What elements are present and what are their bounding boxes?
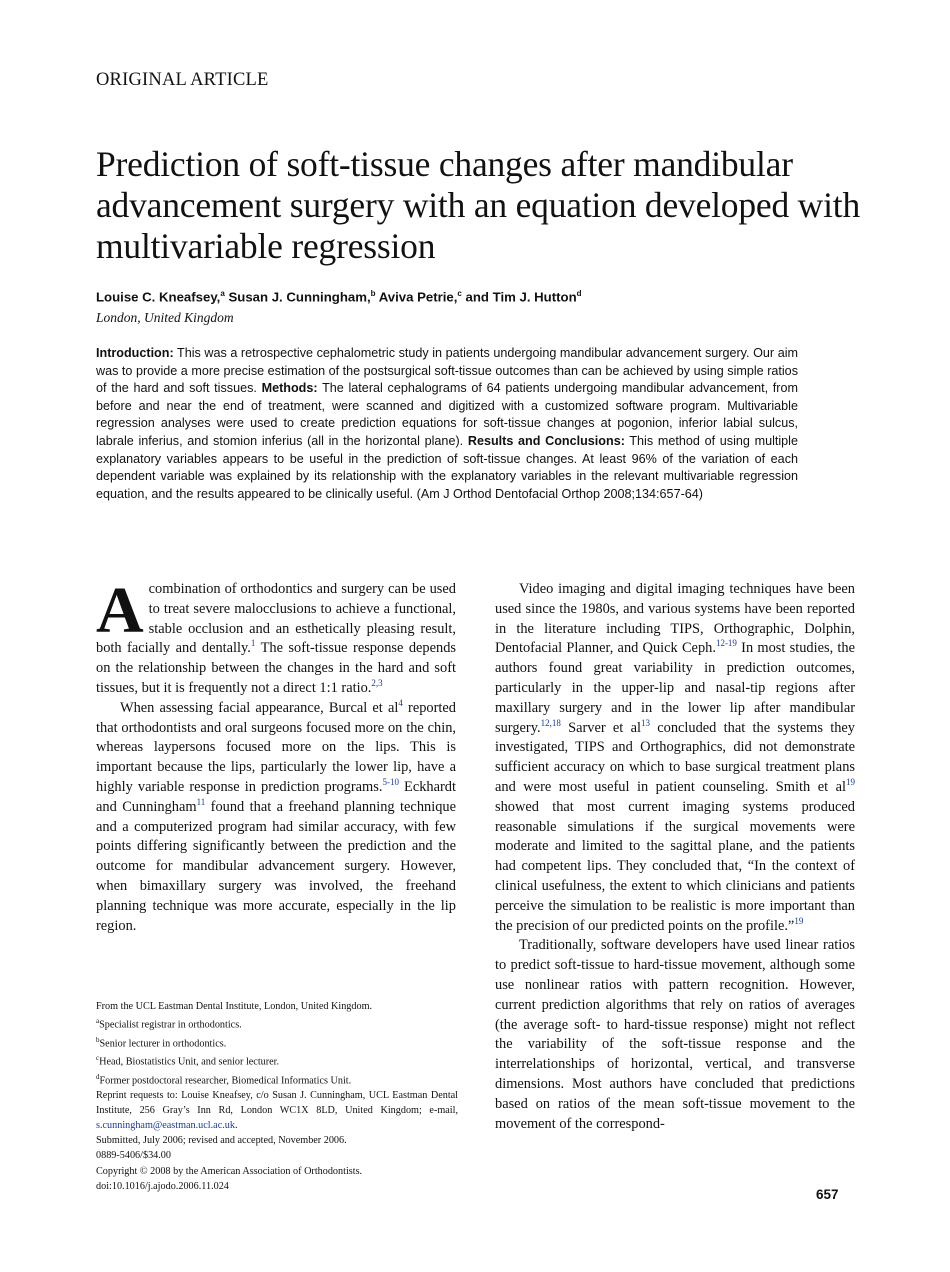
- citation-link[interactable]: 2,3: [371, 678, 383, 689]
- drop-cap: A: [96, 574, 144, 647]
- article-title: Prediction of soft-tissue changes after mandibular advancement surgery with an equation developed with multivariable regression: [96, 144, 860, 266]
- footnote-a: $^a$Specialist registrar in orthodontics.: [96, 1017, 242, 1031]
- citation-link[interactable]: 12-19: [715, 638, 737, 649]
- author-name: Aviva Petrie,: [378, 289, 458, 305]
- author-affiliation-mark: c: [457, 289, 462, 298]
- footnote-c: $^c$Head, Biostatistics Unit, and senior lecturer.: [96, 1054, 280, 1068]
- abstract-methods-label: Methods:: [261, 381, 318, 396]
- author-location: London, United Kingdom: [96, 310, 234, 325]
- footnote-reprint: Reprint requests to: Louise Kneafsey, c/o Susan J. Cunningham, UCL Eastman Dental Institute, 256 Gray’s Inn Rd, London WC1X 8LD, United Kingdom; e-mail, s.cunningham@eastman.ucl.ac.uk.: [96, 1090, 458, 1132]
- abstract-introduction-label: Introduction:: [96, 346, 174, 360]
- footnote-copyright: Copyright © 2008 by the American Association of Orthodontists.: [96, 1165, 363, 1177]
- section-label: ORIGINAL ARTICLE: [96, 70, 269, 90]
- citation-link[interactable]: 11: [196, 796, 206, 807]
- citation-link[interactable]: 19: [794, 915, 804, 926]
- body-paragraph: [96, 574, 456, 699]
- citation-link[interactable]: 1: [250, 638, 256, 649]
- author-name: Susan J. Cunningham,: [228, 289, 371, 305]
- page-number: 657: [816, 1187, 839, 1202]
- citation-link[interactable]: 19: [846, 777, 855, 788]
- author-list: Louise C. Kneafsey,$^a$ Susan J. Cunningham,$^b$ Aviva Petrie,$^c$ and Tim J. Hutton$^d$: [96, 289, 582, 305]
- body-column-right: [495, 580, 855, 1134]
- body-paragraph: Video imaging and digital imaging techniques have been used since the 1980s, and various systems have been reported in the literature including TIPS, Orthographic, Dolphin, Dentofacial Planner, and Quick Ceph.$^{12-19}$ In most studies, the authors found great variability in prediction outcomes, particularly in the upper-lip and nasal-tip regions after maxillary surgery and in the lower lip after mandibular surgery.$^{12,18}$ Sarver et al$^{13}$ concluded that the systems they investigated, TIPS and Orthographics, did not demonstrate sufficient accuracy on which to base surgical treatment plans and were most useful in patient counseling. Smith et al$^{19}$ showed that most current imaging systems produced reasonable simulations if the surgical movements were moderate and limited to the sagittal plane, and the patients had competent lips. They concluded that, “In the context of clinical usefulness, the extent to which clinicians and patients perceive the simulation to be realistic is more important than the precision of our predicted points on the profile.”$^{19}$: [495, 581, 855, 934]
- citation-link[interactable]: 12,18: [540, 717, 561, 728]
- body-column-left: [96, 574, 456, 936]
- author-name: Tim J. Hutton: [492, 289, 577, 305]
- author-affiliation-mark: b: [370, 289, 376, 298]
- citation-link[interactable]: 4: [398, 697, 403, 708]
- author-affiliation-mark: a: [220, 289, 225, 298]
- abstract-introduction-text: This was a retrospective cephalometric study in patients undergoing mandibular advancement surgery. Our aim was to provide a more precise estimation of the postsurgical soft-tissue outcomes than can be achieved by using simple ratios of the hard and soft tissues.: [96, 346, 798, 396]
- body-paragraph: When assessing facial appearance, Burcal et al$^4$ reported that orthodontists and oral surgeons focused more on the chin, whereas laypersons focused more on the lips. This is important because the lips, particularly the lower lip, have a highly variable response in prediction programs.$^{5-10}$ Eckhardt and Cunningham$^{11}$ found that a freehand planning technique and a computerized program had similar accuracy, with few points differing significantly between the prediction and the outcome for mandibular advancement surgery. However, when bimaxillary surgery was involved, the freehand planning technique was more accurate, especially in the lip region.: [96, 697, 456, 934]
- author-affiliation-mark: d: [576, 289, 582, 298]
- body-paragraph: Traditionally, software developers have used linear ratios to predict soft-tissue to hard-tissue movement, although some use nonlinear ratios with pattern recognition. However, current prediction algorithms that rely on ratios of averages (the average soft- to hard-tissue response) might not reflect the variability of the soft-tissue response and the interrelationships of horizontal, vertical, and transverse dimensions. Most authors have concluded that predictions based on ratios of the mean soft-tissue movement to the movement of the correspond-: [495, 937, 855, 1132]
- footnote-b: $^b$Senior lecturer in orthodontics.: [96, 1035, 227, 1049]
- footnote-d: $^d$Former postdoctoral researcher, Biomedical Informatics Unit.: [96, 1072, 352, 1086]
- abstract-results-label: Results and Conclusions:: [467, 433, 625, 448]
- abstract-methods-text: The lateral cephalograms of 64 patients undergoing mandibular advancement, from before and near the end of treatment, were scanned and digitized with a customized software program. Multivariable regression analyses were used to create prediction equations for soft-tissue changes at pogonion, inferior labial sulcus, labrale inferius, and stomion inferius (all in the horizontal plane).: [96, 381, 798, 448]
- footnote-submitted: Submitted, July 2006; revised and accepted, November 2006.: [96, 1135, 347, 1147]
- paragraph-content: combination of orthodontics and surgery can be used to treat severe malocclusions to achieve a functional, stable occlusion and an esthetically pleasing result, both facially and dentally.$^1$ The soft-tissue response depends on the relationship between the changes in the hard and soft tissues, but it is frequently not a direct 1:1 ratio.$^{2,3}$: [96, 581, 456, 696]
- abstract: [96, 345, 798, 503]
- footnote-issn: 0889-5406/$34.00: [96, 1150, 171, 1162]
- footnote-affiliation: From the UCL Eastman Dental Institute, London, United Kingdom.: [96, 1001, 373, 1012]
- author-name: Louise C. Kneafsey,: [96, 289, 221, 305]
- citation-link[interactable]: 13: [640, 717, 650, 728]
- citation-link[interactable]: 5-10: [382, 777, 399, 788]
- footnote-doi: doi:10.1016/j.ajodo.2006.11.024: [96, 1180, 229, 1192]
- email-link[interactable]: s.cunningham@eastman.ucl.ac.uk: [96, 1120, 235, 1132]
- footnotes: [96, 999, 458, 1194]
- abstract-results-text: This method of using multiple explanatory variables appears to be useful in the prediction of soft-tissue changes. At least 96% of the variation of each dependent variable was explained by its relationship with the explanatory variables in the relevant multivariable regression equation, and the results appeared to be clinically useful. (Am J Orthod Dentofacial Orthop 2008;134:657-64): [96, 433, 798, 501]
